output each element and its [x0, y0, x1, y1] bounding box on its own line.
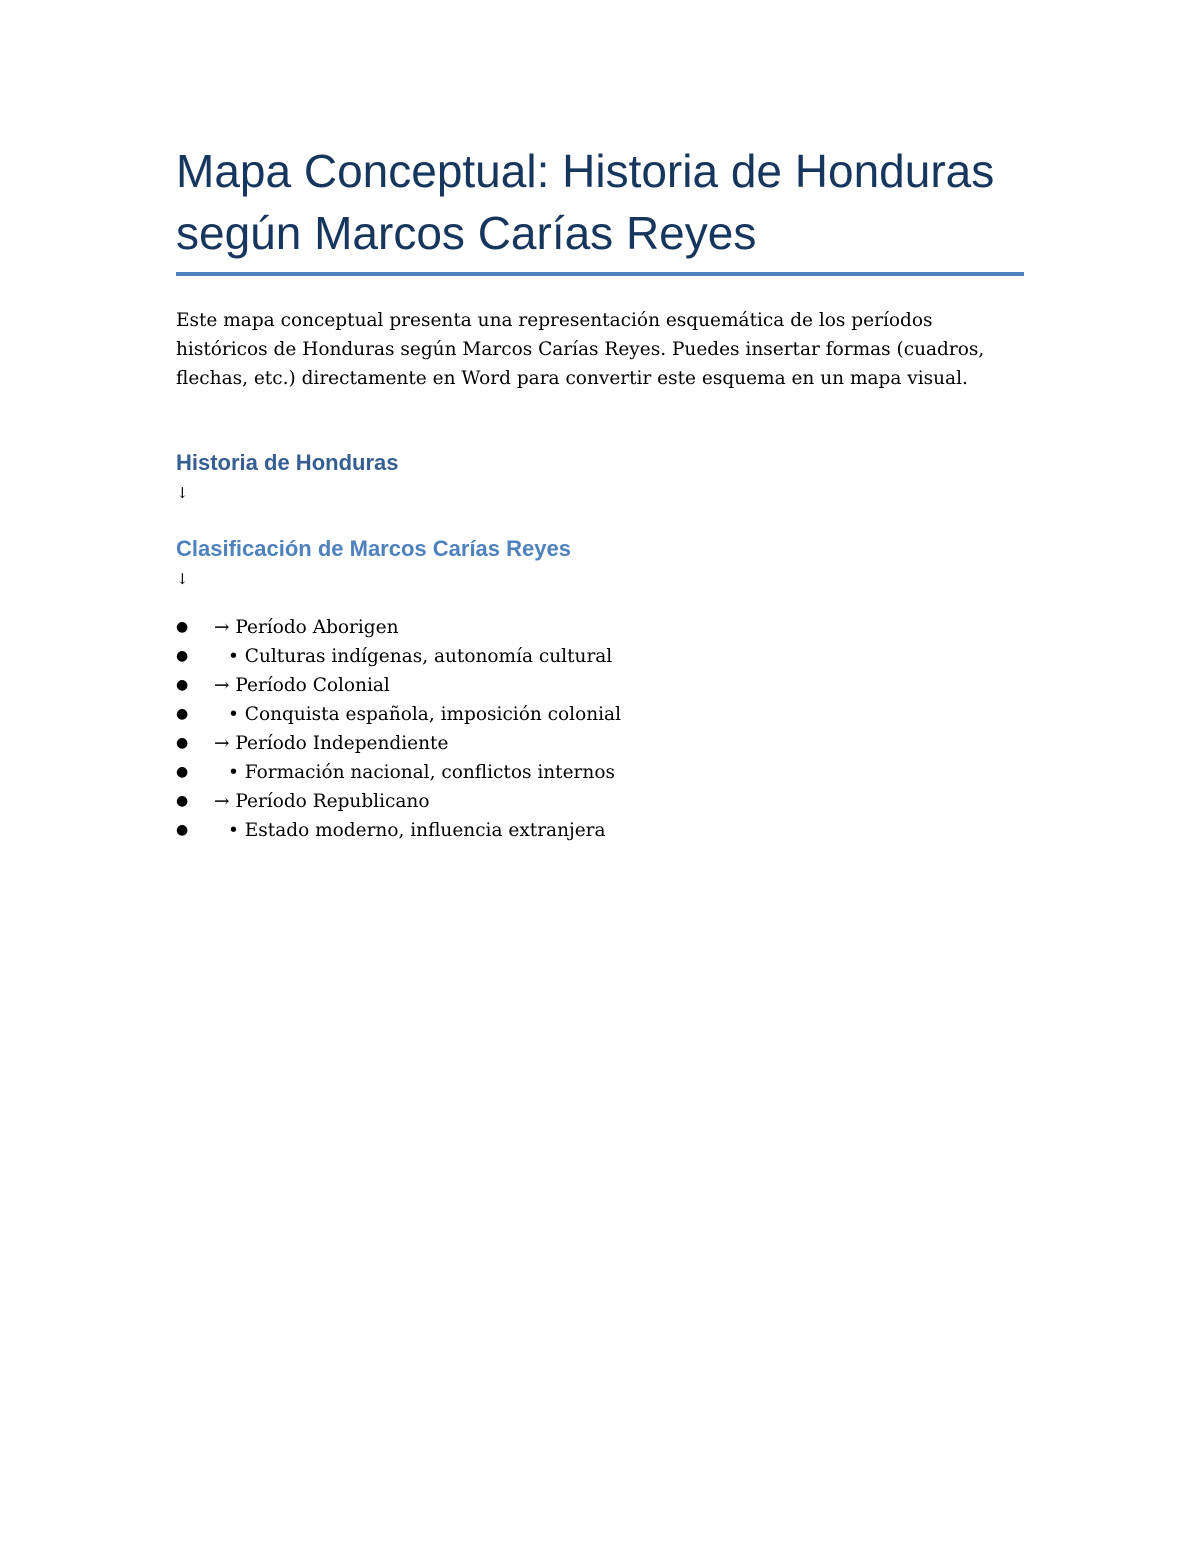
period-list: [176, 613, 1024, 845]
heading-historia: Historia de Honduras: [176, 450, 399, 475]
list-item-text: • Formación nacional, conflictos internos: [228, 762, 615, 783]
document-title: Mapa Conceptual: Historia de Honduras según Marcos Carías Reyes: [176, 145, 995, 259]
heading-clasificacion: Clasificación de Marcos Carías Reyes: [176, 536, 571, 561]
down-arrow-2: ↓: [176, 570, 189, 588]
bullet-icon: ●: [176, 706, 189, 722]
list-item: [176, 758, 1024, 787]
list-item: [176, 613, 1024, 642]
list-item-text: • Estado moderno, influencia extranjera: [228, 820, 606, 841]
list-item: [176, 700, 1024, 729]
list-item: [176, 642, 1024, 671]
bullet-icon: ●: [176, 764, 189, 780]
bullet-icon: ●: [176, 735, 189, 751]
bullet-icon: ●: [176, 822, 189, 838]
bullet-icon: ●: [176, 619, 189, 635]
bullet-icon: ●: [176, 648, 189, 664]
intro-paragraph: Este mapa conceptual presenta una representación esquemática de los períodos históricos de Honduras según Marcos Carías Reyes. Puedes insertar formas (cuadros, flechas, etc.) directamente en Word para convertir este esquema en un mapa visual.: [176, 310, 985, 389]
list-item: [176, 671, 1024, 700]
down-arrow-1: ↓: [176, 484, 189, 502]
list-item: [176, 816, 1024, 845]
document-body: [176, 140, 1024, 845]
list-item-text: → Período Colonial: [214, 675, 390, 696]
list-item-text: → Período Republicano: [214, 791, 430, 812]
list-item-text: → Período Independiente: [214, 733, 449, 754]
list-item: [176, 729, 1024, 758]
list-item-text: → Período Aborigen: [214, 617, 399, 638]
title-underline-rule: [176, 272, 1024, 276]
list-item-text: • Conquista española, imposición colonial: [228, 704, 621, 725]
list-item: [176, 787, 1024, 816]
bullet-icon: ●: [176, 793, 189, 809]
bullet-icon: ●: [176, 677, 189, 693]
list-item-text: • Culturas indígenas, autonomía cultural: [228, 646, 613, 667]
